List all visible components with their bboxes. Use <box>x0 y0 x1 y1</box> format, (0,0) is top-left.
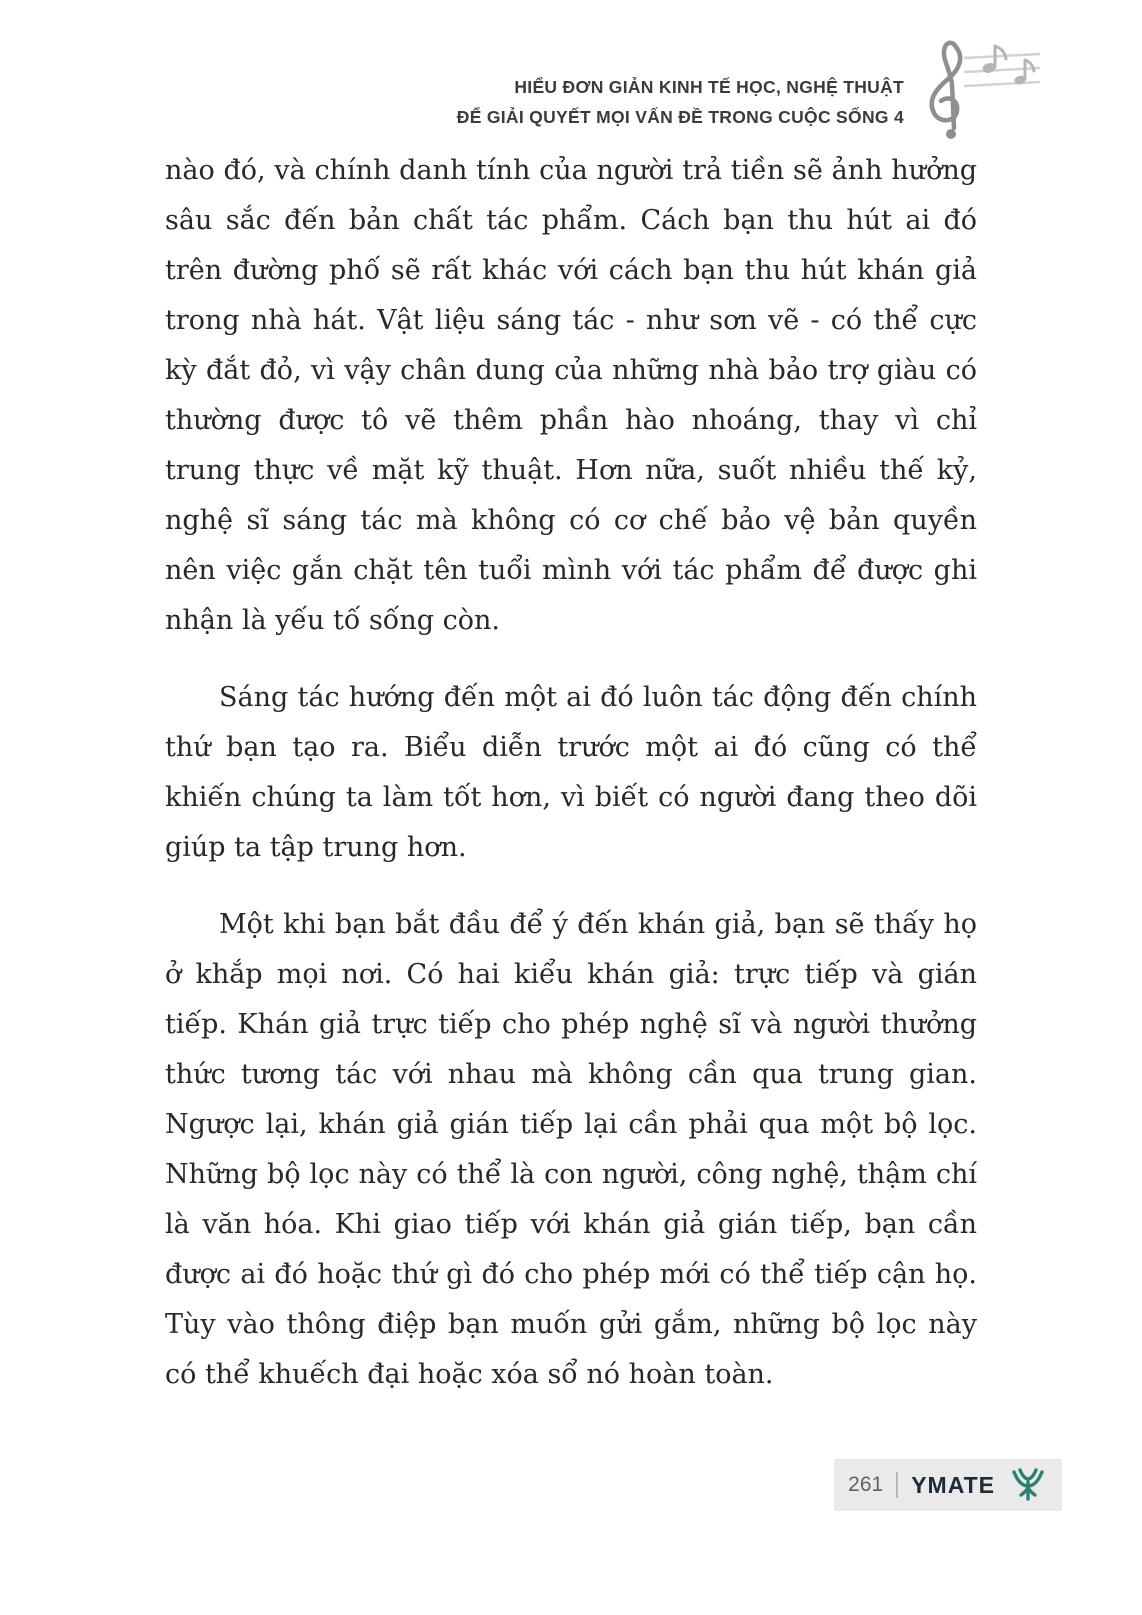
paragraph: Một khi bạn bắt đầu để ý đến khán giả, bạn sẽ thấy họ ở khắp mọi nơi. Có hai kiểu khán giả: trực tiếp và gián tiếp. Khán giả trực tiếp cho phép nghệ sĩ và người thưởng thức tương tác với nhau mà không cần qua trung gian. Ngược lại, khán giả gián tiếp lại cần phải qua một bộ lọc. Những bộ lọc này có thể là con người, công nghệ, thậm chí là văn hóa. Khi giao tiếp với khán giả gián tiếp, bạn cần được ai đó hoặc thứ gì đó cho phép mới có thể tiếp cận họ. Tùy vào thông điệp bạn muốn gửi gắm, những bộ lọc này có thể khuếch đại hoặc xóa sổ nó hoàn toàn. <box>165 909 977 1390</box>
running-head-line2: ĐỂ GIẢI QUYẾT MỌI VẤN ĐỀ TRONG CUỘC SỐNG 4 <box>456 107 904 127</box>
paragraph: nào đó, và chính danh tính của người trả tiền sẽ ảnh hưởng sâu sắc đến bản chất tác phẩm. Cách bạn thu hút ai đó trên đường phố sẽ rất khác với cách bạn thu hút khán giả trong nhà hát. Vật liệu sáng tác - như sơn vẽ - có thể cực kỳ đắt đỏ, vì vậy chân dung của những nhà bảo trợ giàu có thường được tô vẽ thêm phần hào nhoáng, thay vì chỉ trung thực về mặt kỹ thuật. Hơn nữa, suốt nhiều thế kỷ, nghệ sĩ sáng tác mà không có cơ chế bảo vệ bản quyền nên việc gắn chặt tên tuổi mình với tác phẩm để được ghi nhận là yếu tố sống còn. <box>165 155 977 636</box>
paragraph: Sáng tác hướng đến một ai đó luôn tác động đến chính thứ bạn tạo ra. Biểu diễn trước một ai đó cũng có thể khiến chúng ta làm tốt hơn, vì biết có người đang theo dõi giúp ta tập trung hơn. <box>165 682 977 863</box>
music-notes-icon <box>910 38 1042 148</box>
ymate-logo-icon <box>1008 1467 1048 1503</box>
page-number: 261 <box>848 1473 884 1496</box>
footer-divider <box>896 1472 898 1498</box>
brand-name: YMATE <box>911 1471 995 1498</box>
running-head-line1: HIỂU ĐƠN GIẢN KINH TẾ HỌC, NGHỆ THUẬT <box>514 77 904 97</box>
page-body <box>165 146 977 1400</box>
page-footer <box>834 1459 1062 1511</box>
running-head <box>457 72 904 132</box>
